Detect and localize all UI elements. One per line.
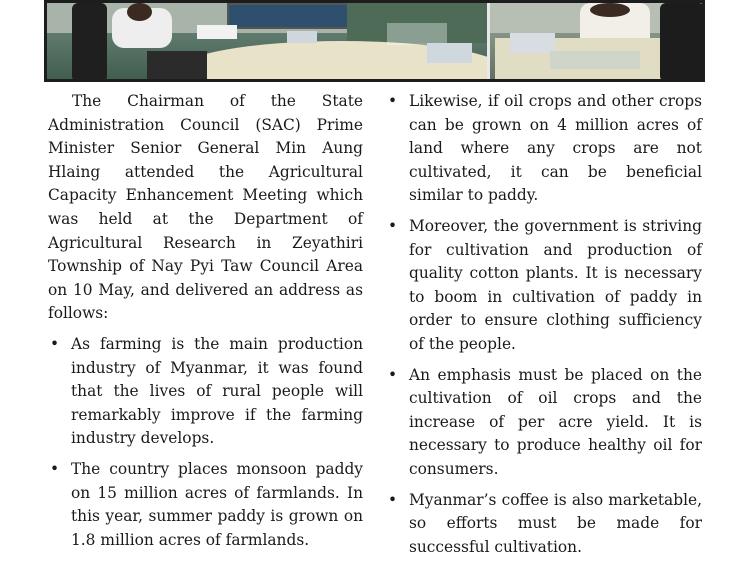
intro-paragraph: The Chairman of the State Administration Council (SAC) Prime Minister Senior General Min Aung Hlaing attended the Agricultural Capacity Enhancement Meeting which was held at the Department of Agricultural Research in Zeyathiri Township of Nay Pyi Taw Council Area on 10 May, and delivered an address as follows:	[48, 92, 363, 323]
list-item: • The country places monsoon paddy on 15 million acres of farmlands. In this year, summer paddy is grown on 1.8 million acres of farmlands.	[48, 458, 363, 552]
right-bullet-list	[386, 90, 702, 559]
left-bullet-list	[48, 333, 363, 552]
speaker-image	[490, 3, 702, 82]
meeting-room-image	[47, 3, 487, 82]
list-item: • Likewise, if oil crops and other crops can be grown on 4 million acres of land where any crops are not cultivated, it can be beneficial similar to paddy.	[386, 90, 702, 208]
list-item: • Moreover, the government is striving for cultivation and production of quality cotton plants. It is necessary to boom in cultivation of paddy in order to ensure clothing sufficiency of the people.	[386, 215, 702, 357]
right-column	[386, 90, 702, 566]
list-item: • Myanmar’s coffee is also marketable, so efforts must be made for successful cultivation.	[386, 489, 702, 560]
header-photo	[44, 0, 705, 82]
list-item: • As farming is the main production industry of Myanmar, it was found that the lives of rural people will remarkably improve if the farming industry develops.	[48, 333, 363, 451]
left-column	[48, 90, 363, 559]
list-item: • An emphasis must be placed on the cultivation of oil crops and the increase of per acre yield. It is necessary to produce healthy oil for consumers.	[386, 364, 702, 482]
